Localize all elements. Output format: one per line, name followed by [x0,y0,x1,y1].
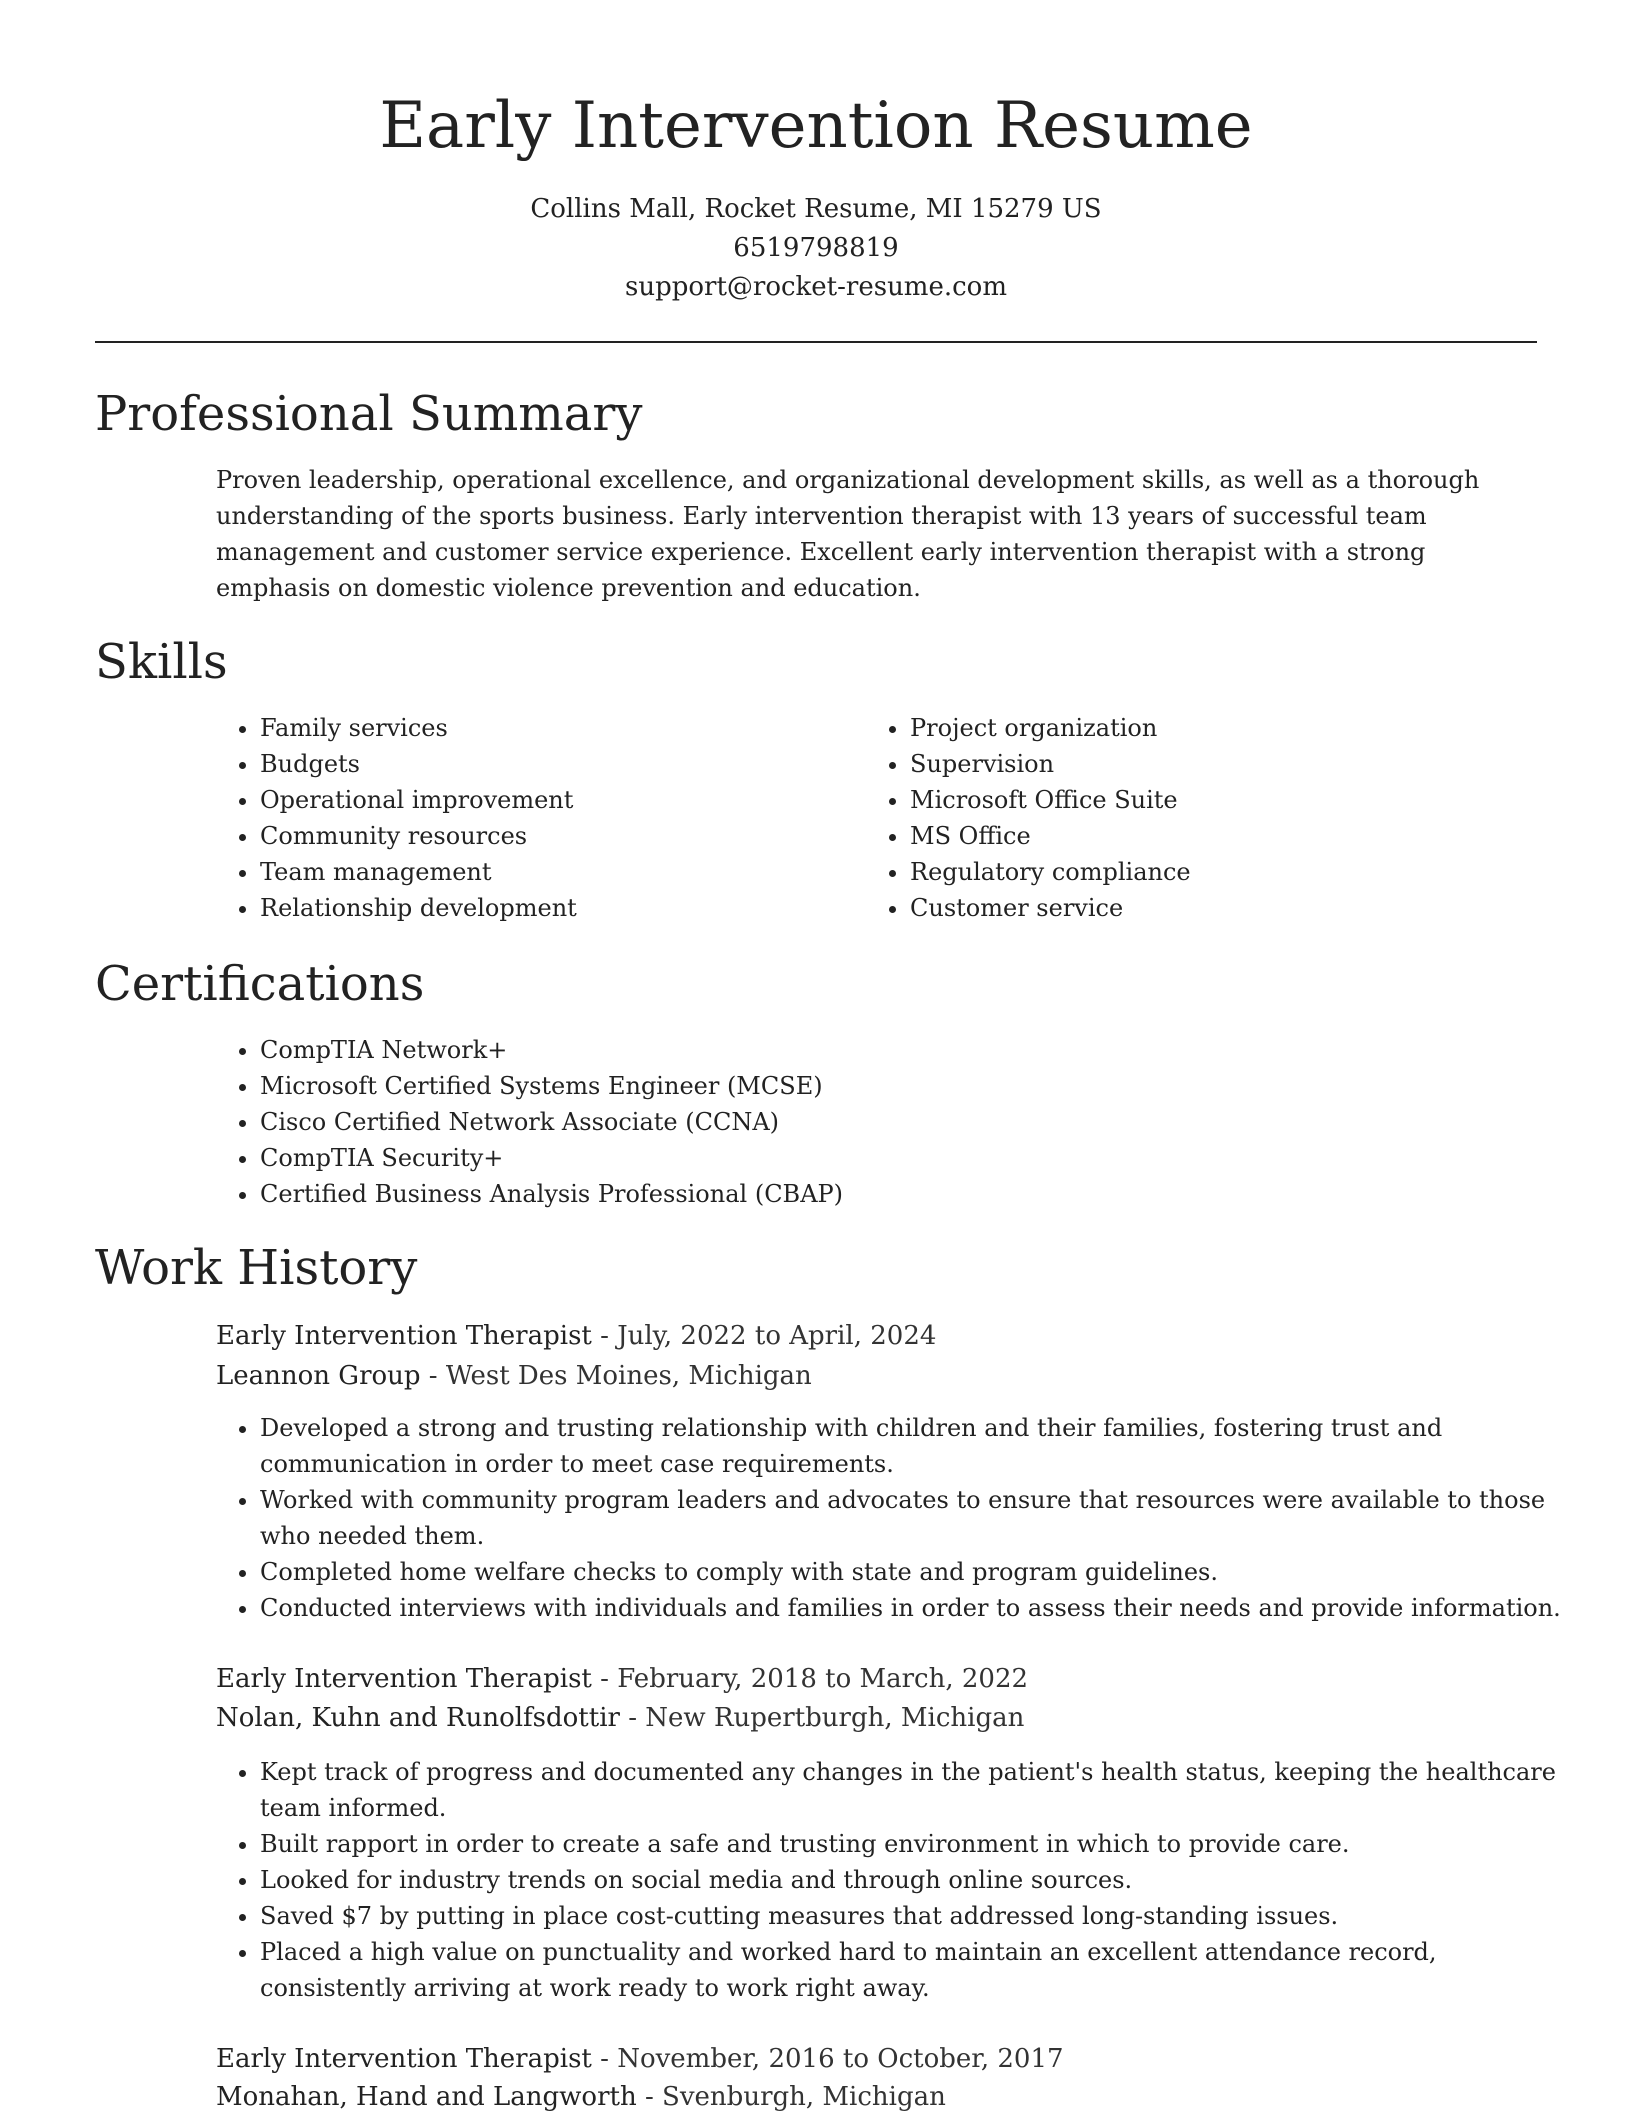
list-item: • MS Office [910,818,1530,854]
job-separator: - [591,2044,618,2074]
list-item: • Looked for industry trends on social media and through online sources. [260,1862,1590,1898]
job-dates: July, 2022 to April, 2024 [617,1321,937,1351]
list-item: • Team management [260,854,820,890]
contact-address: Collins Mall, Rocket Resume, MI 15279 US [530,194,1102,224]
job-separator: - [591,1664,618,1694]
list-item: • Microsoft Certified Systems Engineer (MCSE) [260,1068,1560,1104]
job-location: New Rupertburgh, Michigan [645,1703,1025,1733]
list-item: • Customer service [910,890,1530,926]
job-title-line [216,1660,1028,1699]
job-separator: - [619,1703,646,1733]
list-item: • Built rapport in order to create a safe and trusting environment in which to provide care. [260,1826,1590,1862]
list-item: • Conducted interviews with individuals and families in order to assess their needs and provide information. [260,1590,1590,1626]
job-separator: - [591,1321,618,1351]
list-item: • CompTIA Network+ [260,1032,1560,1068]
skills-list-right [866,710,1530,926]
contact-email: support@rocket-resume.com [624,272,1007,302]
section-title-work-history: Work History [95,1240,418,1296]
job-title: Early Intervention Therapist [216,2044,592,2074]
job-title: Early Intervention Therapist [216,1664,592,1694]
summary-text: Proven leadership, operational excellence, and organizational development skills, as well as a thorough understanding of the sports business. Early intervention therapist with 13 years of successful team management and customer service experience. Excellent early intervention therapist with a strong emphasis on domestic violence prevention and education. [216,466,1480,602]
resume-title: Early Intervention Resume [379,89,1253,163]
list-item: • Community resources [260,818,820,854]
list-item: • Family services [260,710,820,746]
section-title-summary: Professional Summary [95,386,643,442]
job-duties-list [216,1410,1590,1626]
list-item: • Relationship development [260,890,820,926]
certifications-list [216,1032,1560,1212]
list-item: • Supervision [910,746,1530,782]
list-item: • Project organization [910,710,1530,746]
list-item: • Cisco Certified Network Associate (CCNA) [260,1104,1560,1140]
job-location: Svenburgh, Michigan [662,2082,946,2112]
job-company: Leannon Group [216,1361,421,1391]
job-company-line [216,2078,946,2117]
job-dates: November, 2016 to October, 2017 [617,2044,1064,2074]
section-title-certifications: Certifications [95,956,425,1012]
list-item: • Saved $7 by putting in place cost-cutting measures that addressed long-standing issues. [260,1898,1590,1934]
list-item: • Regulatory compliance [910,854,1530,890]
job-location: West Des Moines, Michigan [445,1361,812,1391]
job-duties-list [216,1754,1590,2006]
skills-list-left [216,710,820,926]
job-company: Monahan, Hand and Langworth [216,2082,637,2112]
job-company-line [216,1357,812,1396]
list-item: • Operational improvement [260,782,820,818]
list-item: • Placed a high value on punctuality and worked hard to maintain an excellent attendance record, consistently arriving at work ready to work right away. [260,1934,1590,2006]
section-title-skills: Skills [95,634,228,690]
job-separator: - [636,2082,663,2112]
job-dates: February, 2018 to March, 2022 [617,1664,1029,1694]
job-company-line [216,1699,1024,1738]
list-item: • Completed home welfare checks to comply with state and program guidelines. [260,1554,1590,1590]
list-item: • Budgets [260,746,820,782]
list-item: • Certified Business Analysis Professional (CBAP) [260,1176,1560,1212]
list-item: • CompTIA Security+ [260,1140,1560,1176]
list-item: • Worked with community program leaders and advocates to ensure that resources were available to those who needed them. [260,1482,1590,1554]
header-divider [95,341,1537,343]
job-title-line [216,2040,1064,2079]
job-title-line [216,1317,936,1356]
job-separator: - [420,1361,446,1391]
list-item: • Microsoft Office Suite [910,782,1530,818]
job-company: Nolan, Kuhn and Runolfsdottir [216,1703,620,1733]
list-item: • Kept track of progress and documented any changes in the patient's health status, keeping the healthcare team informed. [260,1754,1590,1826]
contact-phone: 6519798819 [733,233,899,263]
contact-block [0,190,1632,307]
list-item: • Developed a strong and trusting relationship with children and their families, fostering trust and communication in order to meet case requirements. [260,1410,1590,1482]
job-title: Early Intervention Therapist [216,1321,592,1351]
